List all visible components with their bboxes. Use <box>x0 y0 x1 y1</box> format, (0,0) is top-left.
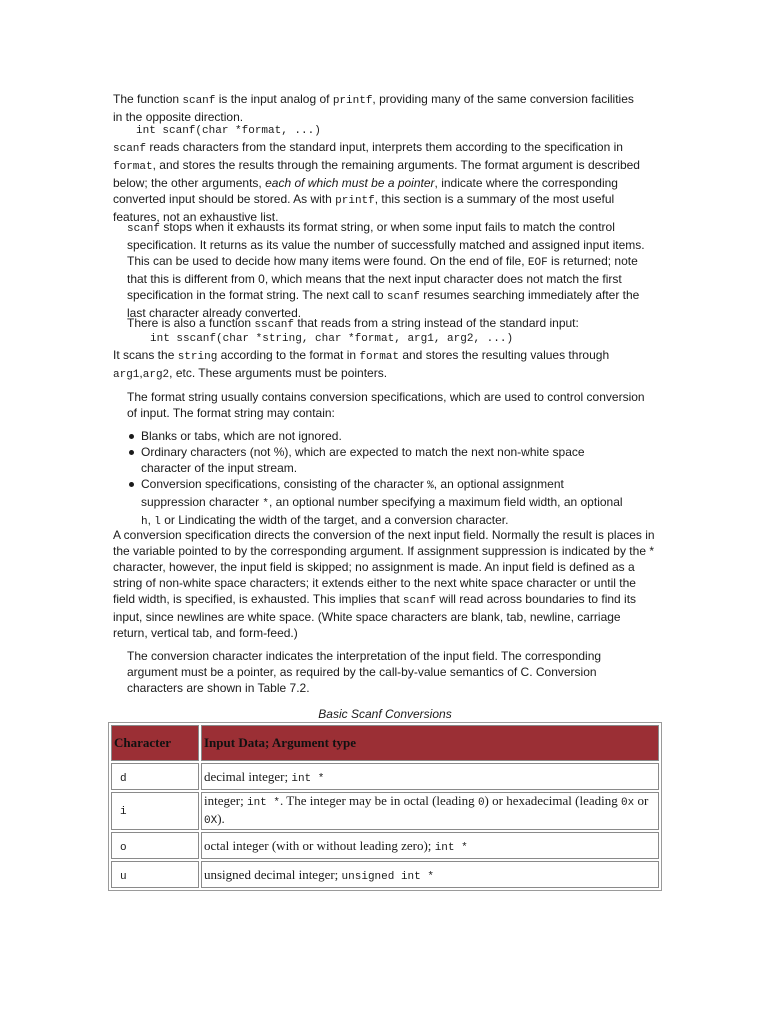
code-term: int * <box>246 797 280 809</box>
code-term: h <box>141 516 148 528</box>
list-item <box>127 428 627 444</box>
code-term: arg2 <box>142 369 170 381</box>
code-term: sscanf <box>254 319 295 331</box>
conversion-char-paragraph: The conversion character indicates the interpretation of the input field. The corresponding argument must be a pointer, as required by the call-by-value semantics of C. Conversion characters are shown in Table 7.2. <box>127 649 602 695</box>
list-item <box>127 444 627 476</box>
text-run: , providing many of the same conversion facilities in the opposite direction. <box>113 92 634 124</box>
sscanf-prototype: int sscanf(char *string, char *format, arg1, arg2, ...) <box>150 333 514 345</box>
input-type-cell <box>201 792 659 830</box>
input-type-cell <box>201 861 659 888</box>
sscanf-description-paragraph <box>113 347 643 383</box>
text-run: , this section is a summary of the most useful features, not an exhaustive list. <box>113 192 615 224</box>
text-run: A conversion specification directs the conversion of the next input field. Normally the result is places in the variable pointed to by the corresponding argument. If assignment suppression is indicated by the * character, however, the input field is skipped; no assignment is made. An input field is defined as a string of non-white space characters; it extends either to the next white space character or until the field width, is specified, is exhausted. This implies that <box>113 528 655 606</box>
text-run: Conversion specifications, consisting of the character <box>141 477 428 491</box>
bullet-icon <box>129 482 134 487</box>
code-term: int * <box>291 772 325 785</box>
conversion-char-cell <box>111 792 199 830</box>
conversion-char-cell <box>111 861 199 888</box>
table-row <box>111 832 659 859</box>
conversion-char-cell <box>111 832 199 859</box>
emphasis-text: each of which must be a pointer <box>265 176 435 190</box>
code-term: 0 <box>477 797 485 809</box>
scanf-conversions-table <box>108 722 662 891</box>
code-term: int * <box>434 841 468 854</box>
code-term: arg1 <box>113 369 140 381</box>
bullet-icon <box>129 434 134 439</box>
text-run: or <box>634 793 649 808</box>
table-row <box>111 792 659 830</box>
table-header-row <box>111 725 659 761</box>
code-term: d <box>120 772 127 785</box>
conversion-spec-paragraph <box>113 527 655 641</box>
text-run: Ordinary characters (not %), which are expected to match the next non-white space character of the input stream. <box>141 445 585 475</box>
text-run: The function <box>113 92 183 106</box>
code-term: 0x <box>620 797 635 809</box>
header-input-data: Input Data; Argument type <box>201 725 659 761</box>
code-term: scanf <box>113 143 147 155</box>
input-type-cell <box>201 763 659 790</box>
text-run: integer; <box>204 793 247 808</box>
scanf-prototype: int scanf(char *format, ...) <box>136 125 321 137</box>
text-run: ) or hexadecimal (leading <box>484 793 621 808</box>
text-run: , indicate where the corresponding converted input should be stored. As with <box>113 176 618 206</box>
code-term: l <box>154 516 161 528</box>
table-caption: Basic Scanf Conversions <box>318 707 452 721</box>
text-run: is returned; note that this is different from 0, which means that the next input character does not match the first specification in the format string. The next call to <box>127 254 638 302</box>
text-run: L <box>178 513 185 527</box>
code-term: scanf <box>127 223 161 235</box>
text-run: , <box>147 513 155 527</box>
text-run: that reads from a string instead of the standard input: <box>294 316 579 330</box>
text-run: according to the format in <box>217 348 360 362</box>
code-term: 0X <box>204 815 218 827</box>
table-row <box>111 763 659 790</box>
text-run: octal integer (with or without leading zero); <box>204 837 435 853</box>
intro-paragraph <box>113 91 643 125</box>
code-term: format <box>359 351 399 363</box>
list-item <box>127 476 627 530</box>
code-term: scanf <box>402 595 436 607</box>
conversion-char-cell <box>111 763 199 790</box>
code-term: i <box>120 806 127 818</box>
scanf-return-paragraph <box>127 219 647 321</box>
text-run: resumes searching immediately after the last character already converted. <box>127 288 640 320</box>
format-contents-list <box>127 428 627 530</box>
text-run: There is also a function <box>127 316 255 330</box>
code-term: printf <box>332 95 373 107</box>
scanf-description-paragraph <box>113 139 643 225</box>
code-term: * <box>262 498 270 510</box>
code-term: u <box>120 870 127 883</box>
code-term: EOF <box>527 257 548 269</box>
text-run: indicating the width of the target, and a conversion character. <box>184 513 509 527</box>
text-run: or <box>160 513 179 527</box>
text-run: It scans the <box>113 348 178 362</box>
text-run: ). <box>217 811 225 826</box>
text-run: , and stores the results through the remaining arguments. The format argument is described below; the other arguments, <box>113 158 640 190</box>
code-term: % <box>427 480 434 492</box>
code-term: o <box>120 841 127 854</box>
code-term: scanf <box>386 291 420 303</box>
code-term: printf <box>335 195 375 207</box>
text-run: , an optional number specifying a maximum field width, an optional <box>269 495 623 509</box>
text-run: . The integer may be in octal (leading <box>279 793 478 808</box>
text-run: , <box>139 366 143 380</box>
text-run: will read across boundaries to find its input, since newlines are white space. (White space characters are blank, tab, newline, carriage return, vertical tab, and form-feed.) <box>113 592 637 640</box>
text-run: decimal integer; <box>204 768 292 784</box>
text-run: Blanks or tabs, which are not ignored. <box>141 429 342 443</box>
text-run: , an optional assignment suppression character <box>141 477 564 509</box>
text-run: stops when it exhausts its format string, or when some input fails to match the control specification. It returns as its value the number of successfully matched and assigned input items. This can be used to decide how many items were found. On the end of file, <box>127 220 645 268</box>
format-string-paragraph: The format string usually contains conversion specifications, which are used to control conversion of input. The format string may contain: <box>127 390 645 420</box>
input-type-cell <box>201 832 659 859</box>
bullet-icon <box>129 450 134 455</box>
code-term: unsigned int * <box>341 870 434 883</box>
text-run: unsigned decimal integer; <box>204 866 342 882</box>
text-run: , etc. These arguments must be pointers. <box>169 366 388 380</box>
code-term: format <box>113 161 153 173</box>
code-term: string <box>177 351 218 363</box>
text-run: and stores the resulting values through <box>399 348 610 362</box>
header-character: Character <box>111 725 199 761</box>
table-row <box>111 861 659 888</box>
text-run: reads characters from the standard input, interprets them according to the specification in <box>146 140 623 154</box>
code-term: scanf <box>182 95 216 107</box>
text-run: is the input analog of <box>215 92 333 106</box>
